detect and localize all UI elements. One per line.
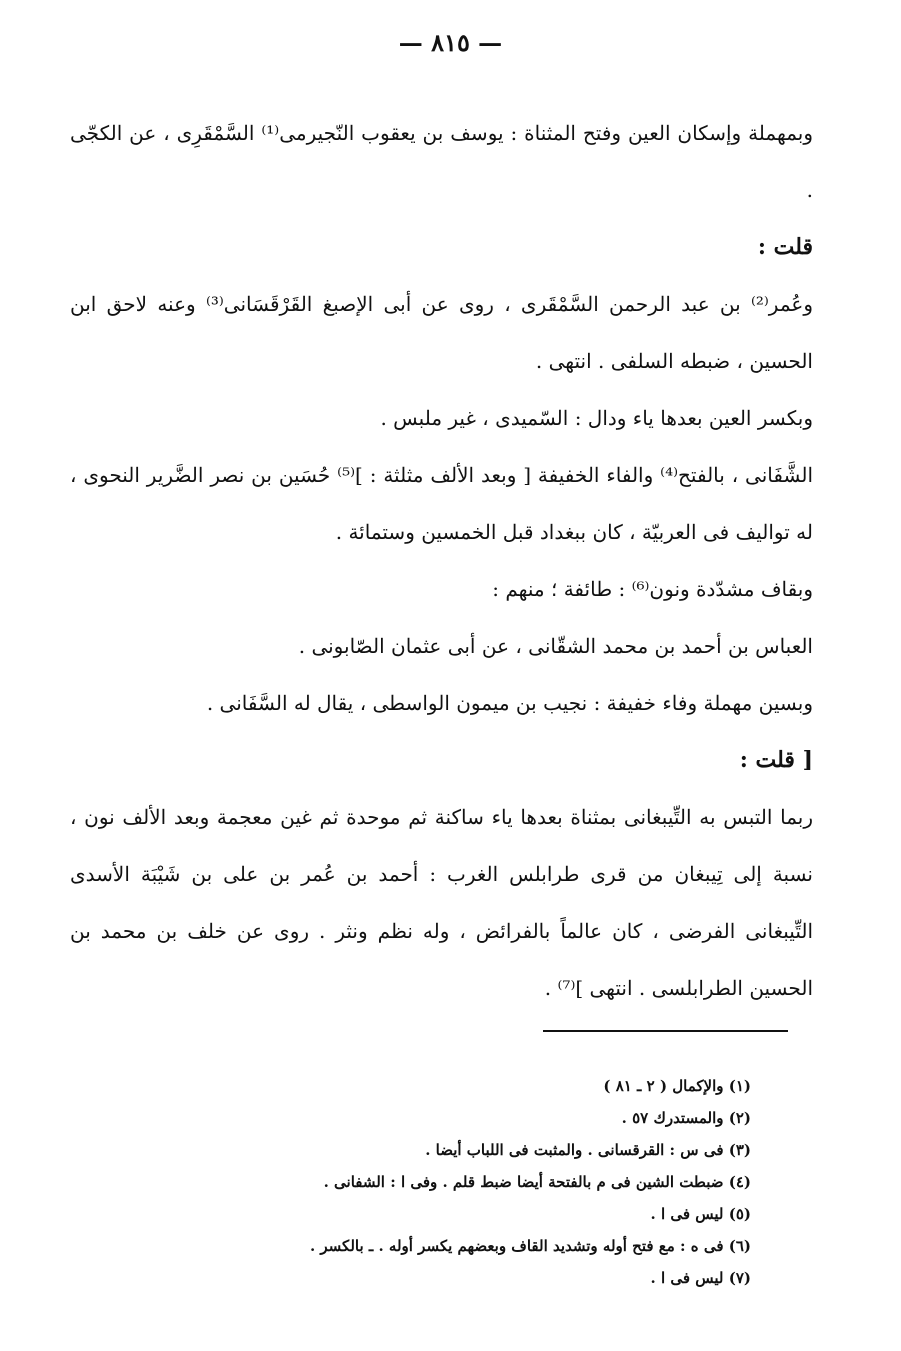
paragraph-6: العباس بن أحمد بن محمد الشقّانى ، عن أبى عثمان الصّابونى . (298, 634, 813, 658)
footnotes (111, 1070, 751, 1294)
heading-qult-2: [ قلت : (739, 747, 813, 773)
paragraph-5: وبقاف مشدّدة ونون⁽⁶⁾ : طائفة ؛ منهم : (492, 577, 813, 601)
heading-qult-1: قلت : (757, 234, 813, 260)
footnote-3: (٣) فى س : القرقسانى . والمثبت فى اللباب أيضا . (425, 1141, 751, 1159)
footnote-2: (٢) والمستدرك ٥٧ . (621, 1109, 751, 1127)
paragraph-3: وبكسر العين بعدها ياء ودال : السّميدى ، غير ملبس . (380, 406, 813, 430)
paragraph-1: وبمهملة وإسكان العين وفتح المثناة : يوسف بن يعقوب النّجيرمى⁽¹⁾ السَّمْقَرِى ، عن الكجّى . (70, 121, 814, 202)
paragraph-7: وبسين مهملة وفاء خفيفة : نجيب بن ميمون الواسطى ، يقال له السَّفَانى . (206, 691, 813, 715)
footnote-6: (٦) فى ه : مع فتح أوله وتشديد القاف وبعضهم يكسر أوله . ـ بالكسر . (309, 1237, 751, 1255)
paragraph-8: ربما التبس به التِّيبغانى بمثناة بعدها ياء ساكنة ثم موحدة ثم غين معجمة وبعد الألف نون ، نسبة إلى تِيبغان من قرى طرابلس الغرب : أحمد بن عُمر بن على بن شَيْبَة الأسدى التِّيبغانى الفرضى ، كان عالماً بالفرائض ، وله نظم ونثر . روى عن خلف بن محمد بن الحسين الطرابلسى . انتهى ]⁽⁷⁾ . (70, 805, 813, 1000)
paragraph-4: الشَّفَانى ، بالفتح⁽⁴⁾ والفاء الخفيفة [ وبعد الألف مثلثة : ]⁽⁵⁾ حُسَين بن نصر الضَّرير النحوى ، له تواليف فى العربيّة ، كان ببغداد قبل الخمسين وستمائة . (70, 463, 813, 544)
footnote-7: (٧) ليس فى ا . (650, 1269, 751, 1287)
footnote-1: (١) والإكمال ( ٢ ـ ٨١ ) (603, 1077, 751, 1095)
main-text (70, 105, 813, 1017)
footnote-separator (543, 1030, 788, 1032)
paragraph-2: وعُمر⁽²⁾ بن عبد الرحمن السَّمْقَرى ، روى عن أبى الإصبغ القَرْقَسَانى⁽³⁾ وعنه لاحق ابن الحسين ، ضبطه السلفى . انتهى . (70, 292, 813, 373)
footnote-4: (٤) ضبطت الشين فى م بالفتحة أيضا ضبط قلم . وفى ا : الشفانى . (323, 1173, 751, 1191)
page-number: — ٨١٥ — (398, 28, 503, 57)
footnote-5: (٥) ليس فى ا . (650, 1205, 751, 1223)
